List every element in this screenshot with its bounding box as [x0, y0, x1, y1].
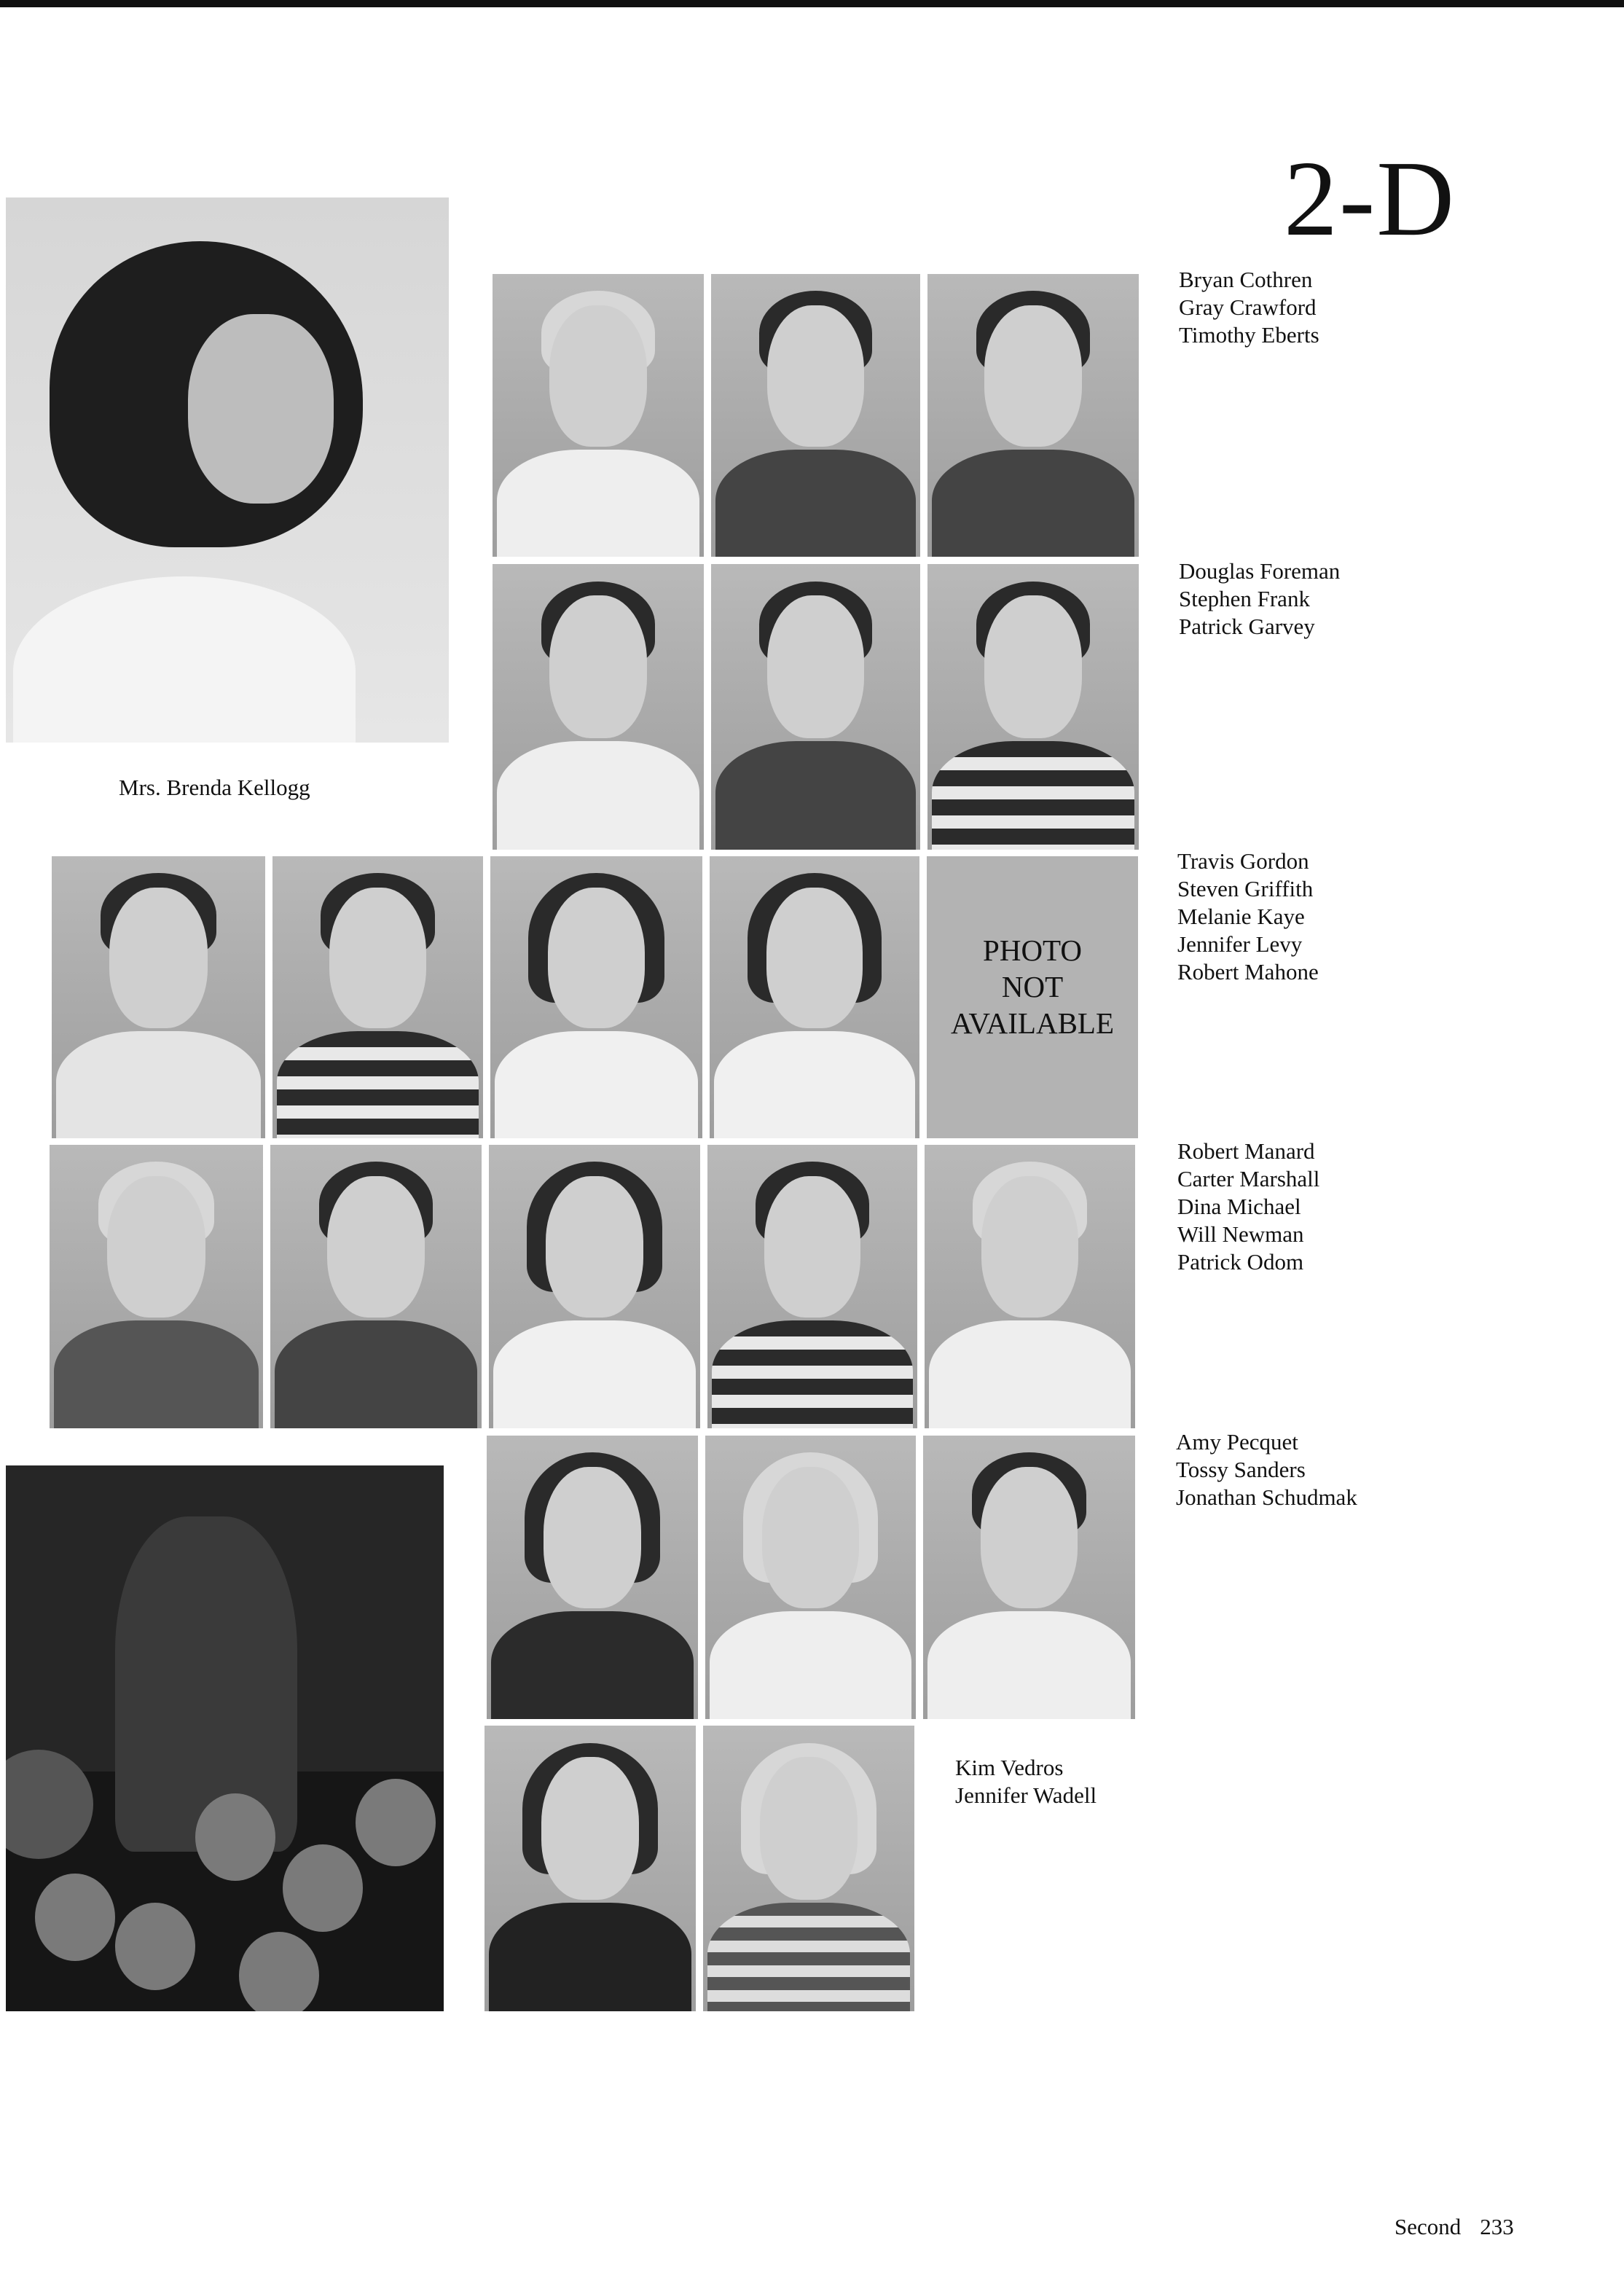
teacher-caption: Mrs. Brenda Kellogg — [119, 775, 310, 800]
caption-group-2 — [1179, 557, 1340, 641]
student-name: Stephen Frank — [1179, 586, 1310, 611]
student-name: Steven Griffith — [1177, 876, 1314, 901]
student-photo — [703, 1726, 914, 2011]
student-name: Robert Mahone — [1177, 959, 1319, 985]
student-name: Dina Michael — [1177, 1194, 1301, 1219]
section-label: Second — [1394, 2214, 1462, 2239]
student-photo — [52, 856, 265, 1138]
student-photo — [711, 564, 920, 850]
student-photo — [705, 1436, 916, 1719]
student-photo — [711, 274, 920, 557]
student-photo — [489, 1145, 700, 1428]
student-photo — [707, 1145, 917, 1428]
student-name: Carter Marshall — [1177, 1166, 1320, 1191]
student-name: Tossy Sanders — [1176, 1457, 1306, 1482]
student-name: Patrick Odom — [1177, 1249, 1304, 1275]
student-name: Jonathan Schudmak — [1176, 1484, 1357, 1510]
teacher-portrait — [6, 197, 449, 743]
student-photo — [485, 1726, 696, 2011]
student-photo — [927, 564, 1139, 850]
caption-group-1 — [1179, 266, 1319, 349]
student-photo — [487, 1436, 698, 1719]
photo-not-available-label: PHOTO NOT AVAILABLE — [951, 933, 1114, 1041]
student-name: Gray Crawford — [1179, 294, 1317, 320]
student-name: Melanie Kaye — [1177, 904, 1305, 929]
student-photo — [270, 1145, 482, 1428]
student-photo — [923, 1436, 1135, 1719]
student-name: Amy Pecquet — [1176, 1429, 1298, 1455]
caption-group-6 — [955, 1754, 1097, 1809]
student-name: Travis Gordon — [1177, 848, 1309, 874]
student-name: Kim Vedros — [955, 1755, 1064, 1780]
student-photo — [493, 564, 704, 850]
student-photo — [710, 856, 919, 1138]
student-name: Jennifer Wadell — [955, 1782, 1097, 1808]
page-number: 233 — [1480, 2214, 1514, 2239]
student-photo — [927, 274, 1139, 557]
student-photo — [272, 856, 483, 1138]
student-name: Timothy Eberts — [1179, 322, 1319, 348]
student-name: Patrick Garvey — [1179, 614, 1315, 639]
page-title: 2-D — [1284, 139, 1456, 259]
student-name: Douglas Foreman — [1179, 558, 1341, 584]
photo-not-available-placeholder — [927, 856, 1138, 1138]
student-name: Robert Manard — [1177, 1138, 1315, 1164]
student-name: Jennifer Levy — [1177, 931, 1303, 957]
student-name: Bryan Cothren — [1179, 267, 1313, 292]
student-photo — [490, 856, 702, 1138]
student-photo — [50, 1145, 263, 1428]
student-name: Will Newman — [1177, 1221, 1304, 1247]
student-photo — [925, 1145, 1135, 1428]
page-footer — [1394, 2214, 1514, 2240]
caption-group-5 — [1176, 1428, 1357, 1511]
caption-group-4 — [1177, 1138, 1319, 1276]
caption-group-3 — [1177, 848, 1319, 986]
top-border — [0, 0, 1624, 7]
classroom-candid-photo — [6, 1465, 444, 2011]
student-photo — [493, 274, 704, 557]
